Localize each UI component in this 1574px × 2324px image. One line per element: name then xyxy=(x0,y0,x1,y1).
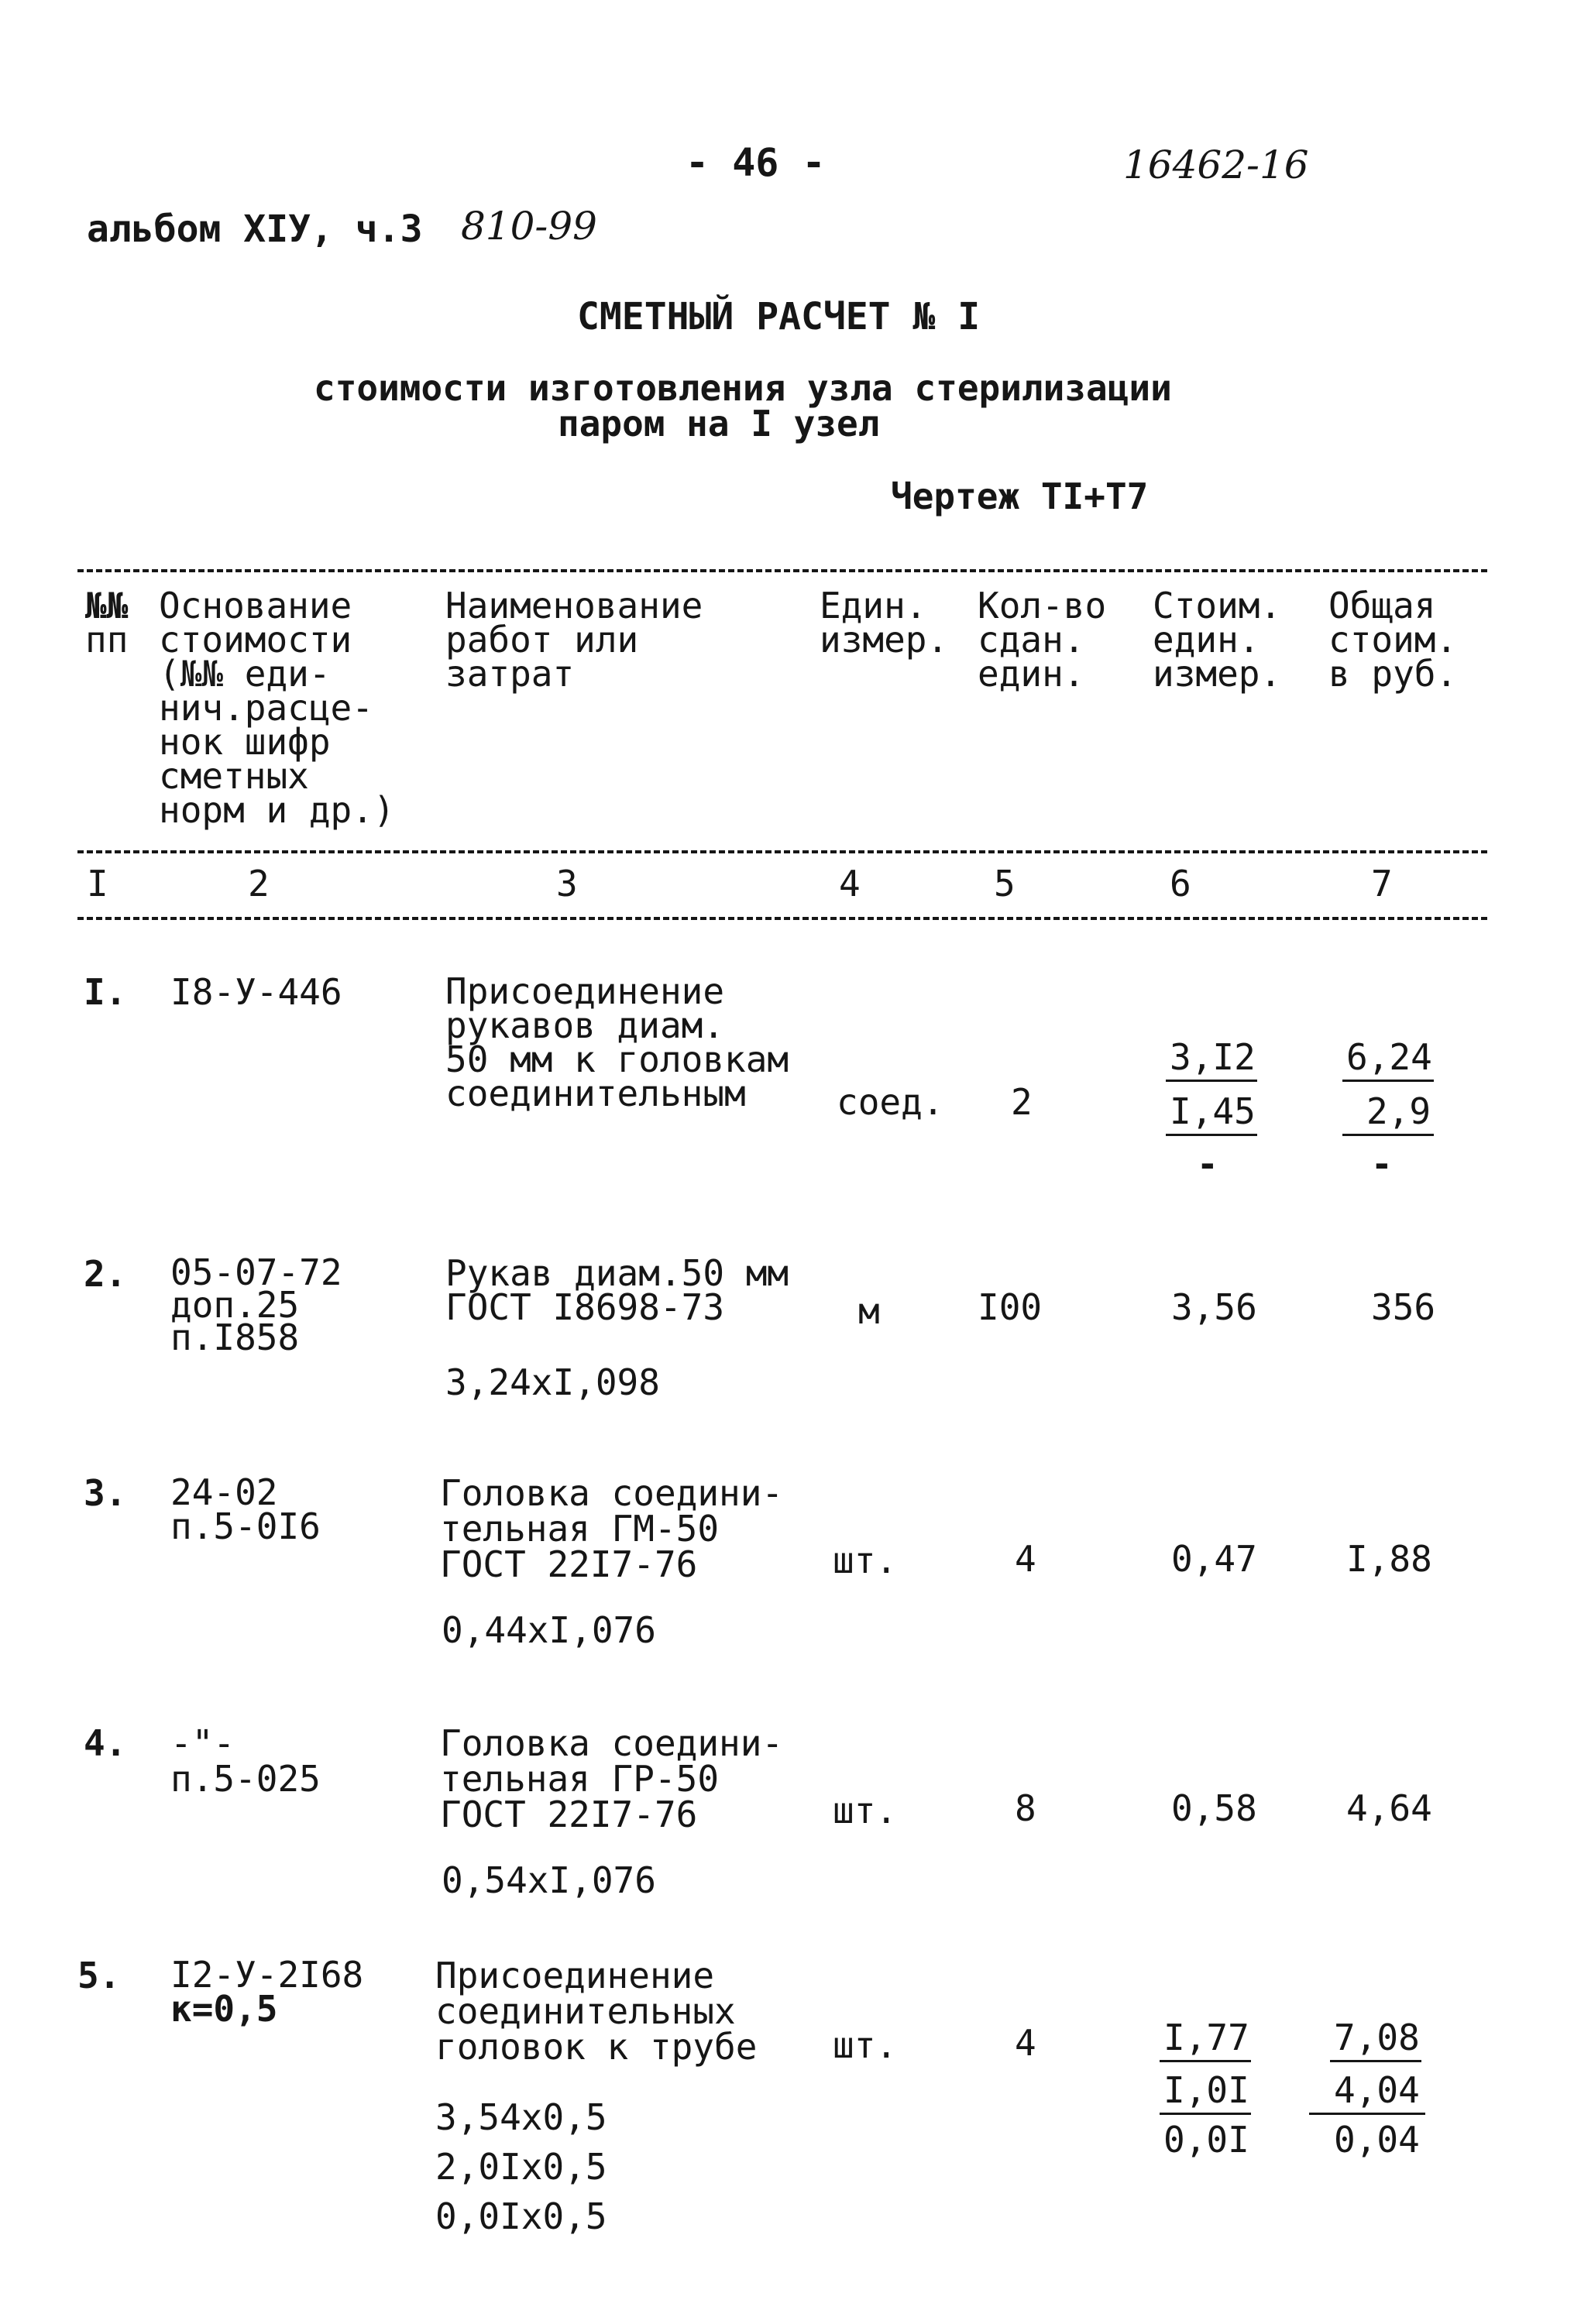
header-text: сдан. xyxy=(978,619,1085,661)
work-name-line: соединительных xyxy=(435,1990,736,2032)
header-text: Основание xyxy=(159,585,352,626)
basis-line: I2-У-2I68 xyxy=(170,1954,364,1996)
total-cost: 6,24 xyxy=(1346,1036,1432,1078)
calculation xyxy=(435,2092,607,2241)
work-name xyxy=(435,1955,758,2068)
header-col-6 xyxy=(1153,585,1282,695)
work-name-line: ГОСТ I8698-73 xyxy=(445,1286,725,1328)
column-number: 5 xyxy=(994,863,1016,905)
total-cost-machines: - xyxy=(1371,1143,1393,1185)
quantity: I00 xyxy=(978,1286,1043,1328)
header-text: нич.расце- xyxy=(159,687,373,729)
total-cost: 7,08 xyxy=(1334,2017,1420,2058)
row-number: I. xyxy=(84,971,127,1013)
unit-price: 3,56 xyxy=(1171,1286,1257,1328)
quantity: 8 xyxy=(1015,1787,1036,1829)
header-text: в руб. xyxy=(1328,653,1458,695)
work-name-line: Головка соедини- xyxy=(440,1472,784,1514)
header-col-3 xyxy=(445,585,703,695)
calculation-line: 0,0Ix0,5 xyxy=(435,2195,607,2237)
basis-code xyxy=(170,1251,342,1358)
basis-code xyxy=(170,1471,321,1547)
work-name xyxy=(445,970,789,1114)
header-col-1 xyxy=(85,585,129,661)
header-col-2 xyxy=(159,585,395,831)
header-text: Наименование xyxy=(445,585,703,626)
basis-line: п.I858 xyxy=(170,1316,300,1358)
unit: шт. xyxy=(833,1790,898,1831)
header-text: нок шифр xyxy=(159,721,331,763)
header-col-5 xyxy=(978,585,1107,695)
header-text: пп xyxy=(85,619,129,661)
basis-line: п.5-0I6 xyxy=(170,1505,321,1547)
calculation: 3,24xI,098 xyxy=(445,1361,660,1403)
column-number: 3 xyxy=(556,863,578,905)
album-label: альбом XIУ, ч.3 xyxy=(87,208,423,251)
basis-code: I8-У-446 xyxy=(170,971,342,1013)
work-name-line: 50 мм к головкам xyxy=(445,1038,789,1080)
column-number: 2 xyxy=(248,863,270,905)
quantity: 4 xyxy=(1015,2022,1036,2064)
document-subtitle xyxy=(314,367,1172,445)
header-text: Кол-во xyxy=(978,585,1107,626)
underline xyxy=(1166,1134,1257,1136)
total-cost: 356 xyxy=(1371,1286,1436,1328)
work-name-line: рукавов диам. xyxy=(445,1004,725,1046)
column-number: 4 xyxy=(839,863,861,905)
document-title: СМЕТНЫЙ РАСЧЕТ № I xyxy=(577,295,981,338)
total-cost-machines: 0,04 xyxy=(1334,2119,1420,2161)
unit-price-machines: 0,0I xyxy=(1163,2119,1249,2161)
header-top-rule xyxy=(77,569,1487,572)
work-name-line: ГОСТ 22I7-76 xyxy=(440,1794,698,1835)
unit-price-machines: - xyxy=(1197,1143,1218,1185)
header-text: сметных xyxy=(159,755,309,797)
header-col-7 xyxy=(1328,585,1458,695)
basis-code xyxy=(170,1722,321,1800)
basis-code xyxy=(170,1954,364,2030)
basis-line: 24-02 xyxy=(170,1471,278,1513)
underline xyxy=(1342,1134,1434,1136)
work-name-line: Присоединение xyxy=(445,970,725,1012)
header-text: стоим. xyxy=(1328,619,1458,661)
subtitle-line: стоимости изготовления узла стерилизации xyxy=(314,367,1172,409)
unit-price-wages: I,0I xyxy=(1163,2069,1249,2111)
total-cost-wages: 4,04 xyxy=(1334,2069,1420,2111)
work-name-line: Рукав диам.50 мм xyxy=(445,1252,789,1294)
calculation-line: 3,54x0,5 xyxy=(435,2096,607,2138)
underline xyxy=(1166,1080,1257,1082)
underline xyxy=(1330,2060,1421,2062)
row-number: 4. xyxy=(84,1722,127,1764)
unit: м xyxy=(858,1290,880,1332)
header-text: (№№ еди- xyxy=(159,653,331,695)
header-text: затрат xyxy=(445,653,575,695)
total-cost: I,88 xyxy=(1346,1538,1432,1580)
row-number: 2. xyxy=(84,1253,127,1295)
column-number: 7 xyxy=(1371,863,1393,905)
column-number: I xyxy=(87,863,108,905)
unit-price: I,77 xyxy=(1163,2017,1249,2058)
header-text: Един. xyxy=(820,585,927,626)
work-name-line: тельная ГР-50 xyxy=(440,1758,720,1800)
underline xyxy=(1342,1080,1434,1082)
header-text: един. xyxy=(1153,619,1260,661)
work-name-line: соединительным xyxy=(445,1073,746,1114)
page-number: - 46 - xyxy=(686,140,826,185)
unit: шт. xyxy=(833,1540,898,1581)
calculation: 0,54xI,076 xyxy=(442,1859,656,1901)
header-text: Общая xyxy=(1328,585,1436,626)
unit-price: 0,47 xyxy=(1171,1538,1257,1580)
album-handwritten-number: 810-99 xyxy=(461,204,597,249)
header-col-4 xyxy=(820,585,949,661)
work-name xyxy=(445,1252,789,1328)
work-name-line: Головка соедини- xyxy=(440,1722,784,1764)
unit-price: 3,I2 xyxy=(1170,1036,1256,1078)
work-name-line: ГОСТ 22I7-76 xyxy=(440,1543,698,1585)
work-name-line: Присоединение xyxy=(435,1955,715,1996)
unit: шт. xyxy=(833,2024,898,2066)
basis-line: доп.25 xyxy=(170,1284,300,1326)
header-middle-rule xyxy=(77,850,1487,853)
total-cost-wages: 2,9 xyxy=(1366,1090,1431,1132)
calculation-line: 2,0Ix0,5 xyxy=(435,2146,607,2188)
row-number: 5. xyxy=(77,1955,121,1996)
basis-line: к=0,5 xyxy=(170,1988,278,2030)
header-text: измер. xyxy=(820,619,949,661)
quantity: 2 xyxy=(1011,1081,1033,1123)
header-text: стоимости xyxy=(159,619,352,661)
underline xyxy=(1160,2113,1251,2115)
work-name xyxy=(440,1722,784,1835)
quantity: 4 xyxy=(1015,1538,1036,1580)
basis-line: п.5-025 xyxy=(170,1758,321,1800)
header-bottom-rule xyxy=(77,917,1487,920)
drawing-reference: Чертеж TI+T7 xyxy=(891,475,1149,517)
row-number: 3. xyxy=(84,1472,127,1514)
total-cost: 4,64 xyxy=(1346,1787,1432,1829)
underline xyxy=(1160,2060,1251,2062)
header-text: работ или xyxy=(445,619,639,661)
header-text: норм и др.) xyxy=(159,789,395,831)
unit-price-wages: I,45 xyxy=(1170,1090,1256,1132)
work-name-line: головок к трубе xyxy=(435,2026,758,2068)
subtitle-line: паром на I узел xyxy=(558,403,880,445)
work-name-line: тельная ГМ-50 xyxy=(440,1508,720,1550)
header-text: един. xyxy=(978,653,1085,695)
underline xyxy=(1309,2113,1425,2115)
header-text: Стоим. xyxy=(1153,585,1282,626)
header-text: измер. xyxy=(1153,653,1282,695)
handwritten-reference: 16462-16 xyxy=(1123,142,1309,187)
basis-line: 05-07-72 xyxy=(170,1251,342,1293)
calculation: 0,44xI,076 xyxy=(442,1609,656,1651)
header-text: №№ xyxy=(85,585,129,626)
unit: соед. xyxy=(837,1081,944,1123)
work-name xyxy=(440,1472,784,1585)
column-number: 6 xyxy=(1170,863,1191,905)
basis-line: -"- xyxy=(170,1722,235,1764)
unit-price: 0,58 xyxy=(1171,1787,1257,1829)
